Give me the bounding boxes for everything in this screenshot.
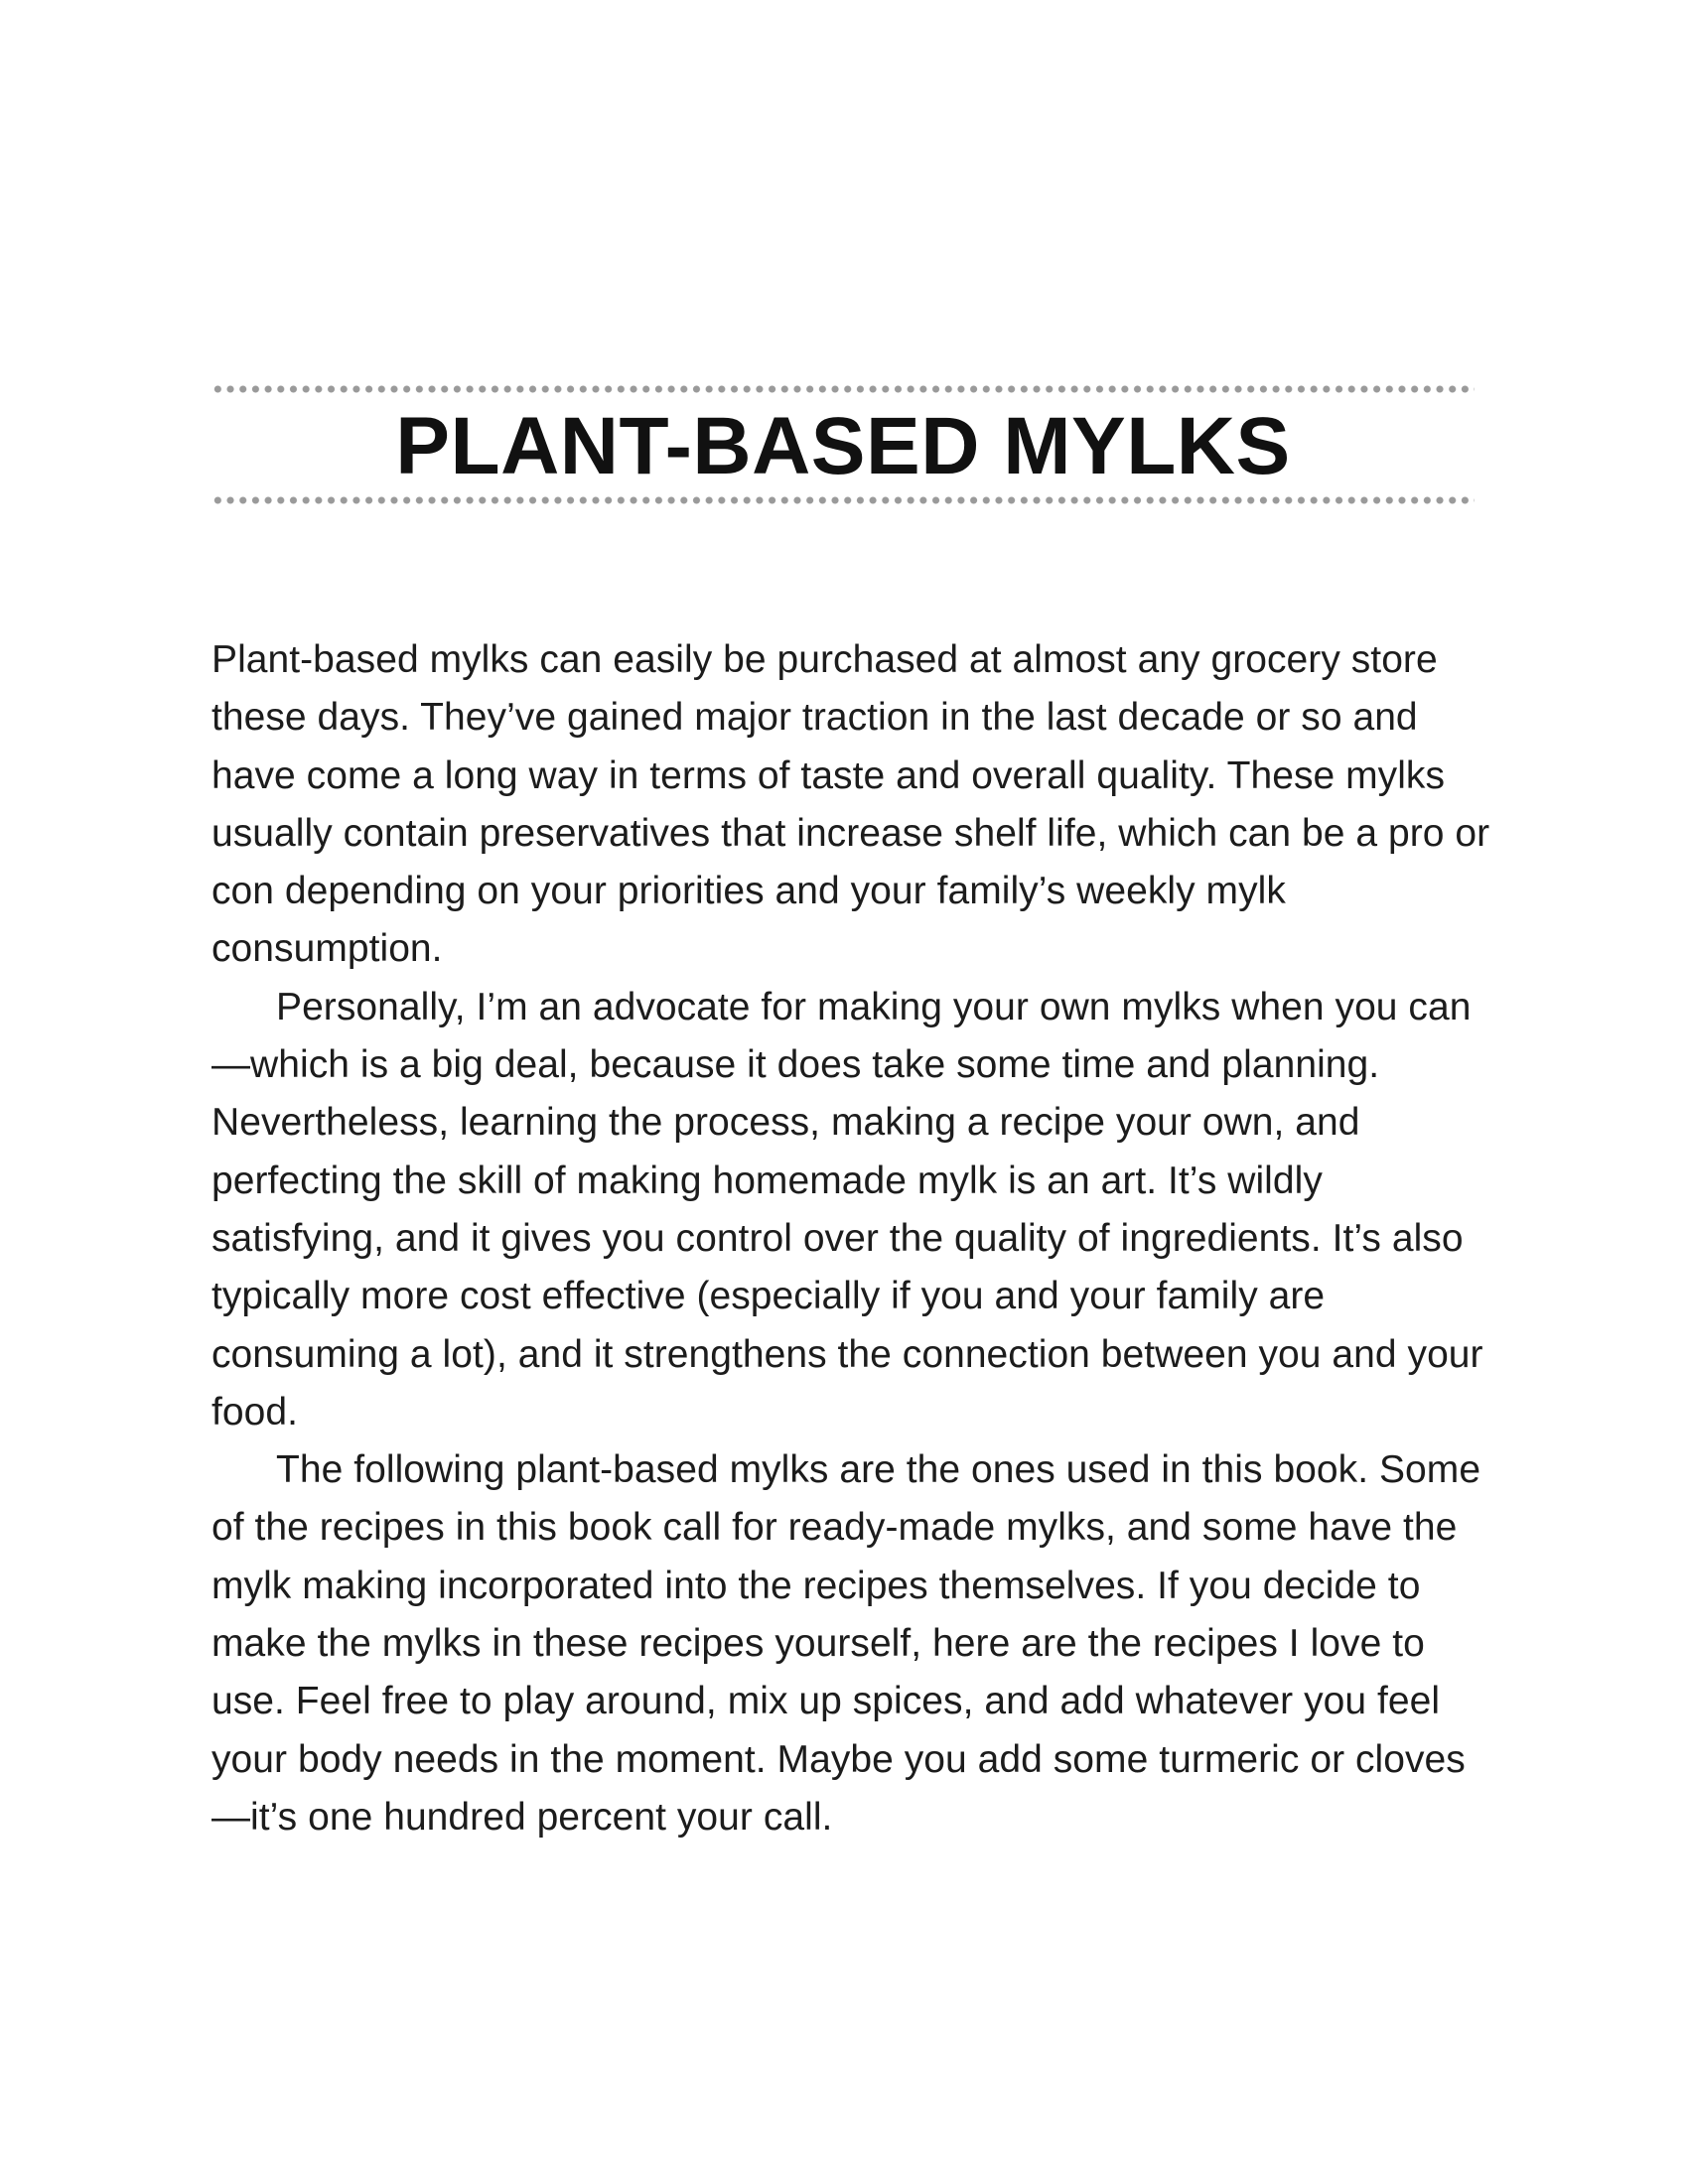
body-text (211, 631, 1492, 1846)
chapter-title: PLANT-BASED MYLKS (395, 401, 1291, 491)
chapter-heading (211, 385, 1475, 504)
bottom-dotted-rule (211, 496, 1475, 504)
paragraph-1: Plant-based mylks can easily be purchased at almost any grocery store these days. They’ve gained major traction in the last decade or so and have come a long way in terms of taste and overall quality. These mylks usually contain preservatives that increase shelf life, which can be a pro or con depending on your priorities and your family’s weekly mylk consumption. (211, 638, 1490, 971)
paragraph-3: The following plant-based mylks are the ones used in this book. Some of the recipes in this book call for ready-made mylks, and some have the mylk making incorporated into the recipes themselves. If you decide to make the mylks in these recipes yourself, here are the recipes I love to use. Feel free to play around, mix up spices, and add whatever you feel your body needs in the moment. Maybe you add some turmeric or cloves—it’s one hundred percent your call. (211, 1448, 1481, 1839)
top-dotted-rule (211, 385, 1475, 393)
paragraph-2: Personally, I’m an advocate for making your own mylks when you can—which is a big deal, because it does take some time and planning. Nevertheless, learning the process, making a recipe your own, and perfecting the skill of making homemade mylk is an art. It’s wildly satisfying, and it gives you control over the quality of ingredients. It’s also typically more cost effective (especially if you and your family are consuming a lot), and it strengthens the connection between you and your food. (211, 985, 1483, 1433)
book-page (211, 0, 1490, 2184)
